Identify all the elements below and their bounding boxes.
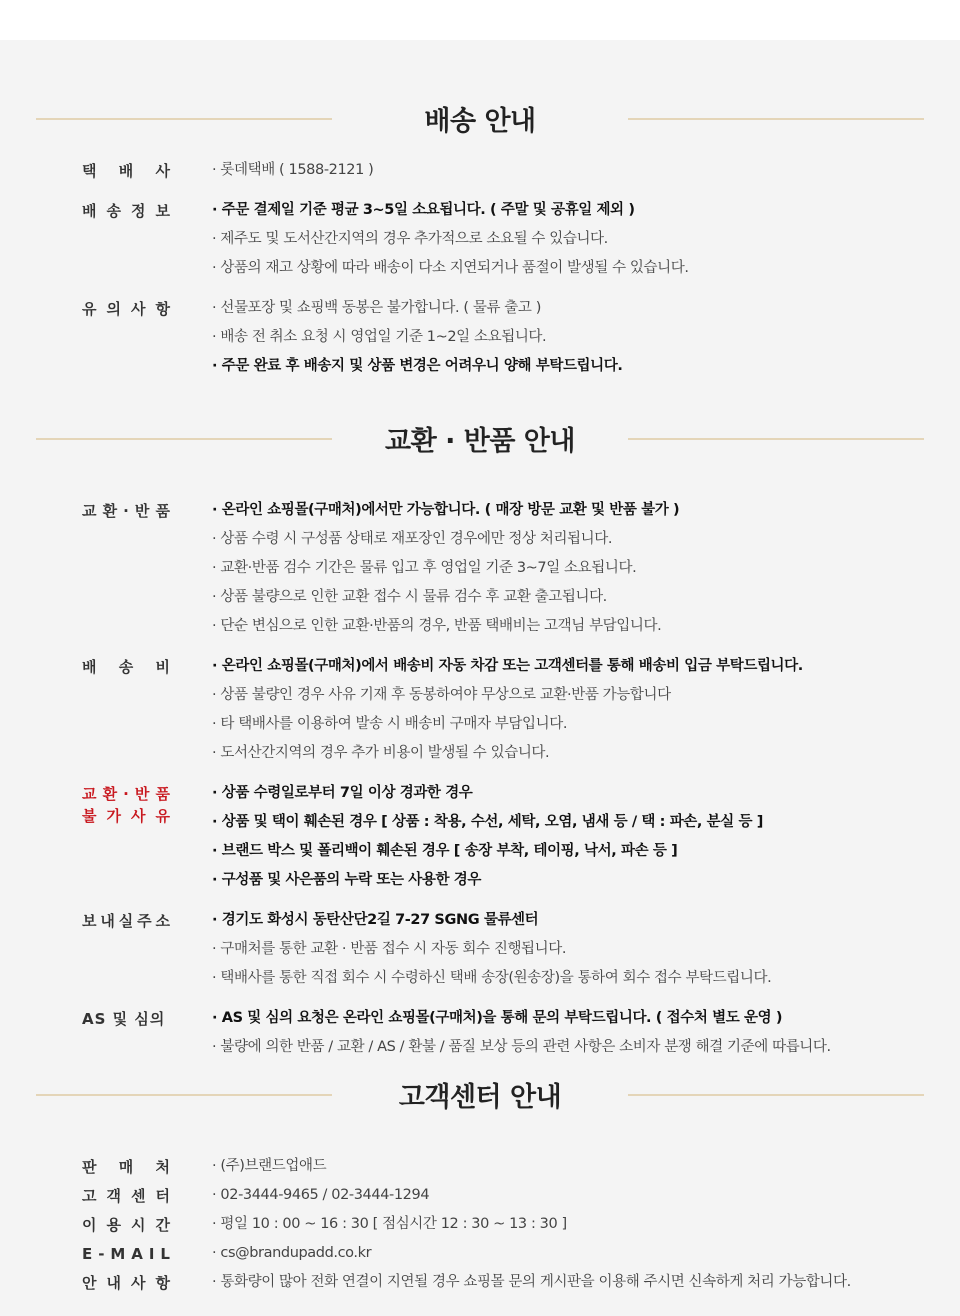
label-char: 환 (102, 785, 118, 803)
row-item: · 브랜드 박스 및 폴리백이 훼손된 경우 [ 송장 부착, 테이핑, 낙서, 파손 등 ] (212, 837, 924, 866)
info-panel (0, 40, 960, 1316)
row-items (212, 294, 924, 381)
label-char: 간 (155, 1216, 170, 1234)
info-row (82, 1152, 924, 1181)
label-char: 고 (82, 1187, 97, 1205)
label-text (82, 805, 170, 827)
info-row (82, 1239, 924, 1268)
label-char: 실 (118, 912, 134, 930)
label-char: · (123, 502, 129, 520)
row-items (212, 196, 924, 283)
row-items (212, 1239, 924, 1268)
label-text (82, 1185, 170, 1207)
row-items (212, 1004, 924, 1062)
label-text (82, 656, 170, 678)
label-char: 반 (134, 785, 150, 803)
exchange-section (0, 412, 960, 1062)
label-char: A (131, 1245, 143, 1263)
row-label (82, 906, 212, 932)
label-char: 불 (82, 807, 97, 825)
row-item: · AS 및 심의 요청은 온라인 쇼핑몰(구매처)을 통해 문의 부탁드립니다. ( 접수처 별도 운영 ) (212, 1004, 924, 1033)
label-char: 이 (82, 1216, 97, 1234)
row-item: · 택배사를 통한 직접 회수 시 수령하신 택배 송장(원송장)을 통하여 회수 접수 부탁드립니다. (212, 964, 924, 993)
info-row (82, 294, 924, 381)
label-char: 교 (82, 785, 97, 803)
row-items (212, 496, 924, 641)
label-char: 내 (100, 912, 115, 930)
info-row (82, 906, 924, 993)
section-title: 배송 안내 (424, 105, 536, 137)
label-char: 내 (106, 1274, 121, 1292)
label-char: 사 (131, 300, 146, 318)
label-char: 교 (82, 502, 97, 520)
label-char: 유 (155, 807, 170, 825)
divider-line-right (628, 1094, 924, 1096)
label-char: · (123, 785, 129, 803)
row-item: · 타 택배사를 이용하여 발송 시 배송비 구매자 부담입니다. (212, 710, 924, 739)
row-item: · 평일 10 : 00 ~ 16 : 30 [ 점심시간 12 : 30 ~ 13 : 30 ] (212, 1210, 924, 1239)
row-item: · 도서산간지역의 경우 추가 비용이 발생될 수 있습니다. (212, 739, 924, 768)
section-rows (0, 156, 960, 381)
label-char: 항 (155, 300, 170, 318)
label-char: 보 (155, 202, 170, 220)
label-text (82, 1156, 170, 1178)
row-item: · 배송 전 취소 요청 시 영업일 기준 1~2일 소요됩니다. (212, 323, 924, 352)
label-char: 배 (82, 658, 97, 676)
label-text (82, 500, 170, 522)
info-row (82, 1210, 924, 1239)
row-label (82, 294, 212, 320)
row-item: · 상품 불량인 경우 사유 기재 후 동봉하여야 무상으로 교환·반품 가능합니다 (212, 681, 924, 710)
customer-center-section (0, 1068, 960, 1297)
row-item: · 상품 수령일로부터 7일 이상 경과한 경우 (212, 779, 924, 808)
row-item: · 불량에 의한 반품 / 교환 / AS / 환불 / 품질 보상 등의 관련 사항은 소비자 분쟁 해결 기준에 따릅니다. (212, 1033, 924, 1062)
label-char: 배 (118, 162, 134, 180)
label-char: 센 (131, 1187, 146, 1205)
label-char: 소 (155, 912, 170, 930)
label-char: - (98, 1245, 105, 1263)
info-row (82, 1004, 924, 1062)
label-text (82, 160, 170, 182)
label-char: 비 (155, 658, 170, 676)
section-title: 고객센터 안내 (398, 1081, 562, 1113)
info-row (82, 1268, 924, 1297)
row-items (212, 906, 924, 993)
row-item: · 02-3444-9465 / 02-3444-1294 (212, 1181, 924, 1210)
label-char: 보 (82, 912, 97, 930)
row-item: · 온라인 쇼핑몰(구매처)에서 배송비 자동 차감 또는 고객센터를 통해 배송비 입금 부탁드립니다. (212, 652, 924, 681)
row-item: · 통화량이 많아 전화 연결이 지연될 경우 쇼핑몰 문의 게시판을 이용해 주시면 신속하게 처리 가능합니다. (212, 1268, 924, 1297)
row-label (82, 1004, 212, 1030)
row-item: · 상품 및 택이 훼손된 경우 [ 상품 : 착용, 수선, 세탁, 오염, 냄새 등 / 택 : 파손, 분실 등 ] (212, 808, 924, 837)
label-char: 처 (155, 1158, 170, 1176)
row-item: · 상품 불량으로 인한 교환 접수 시 물류 검수 후 교환 출고됩니다. (212, 583, 924, 612)
label-char: 정 (131, 202, 146, 220)
label-char: 품 (155, 502, 170, 520)
row-label (82, 1181, 212, 1207)
label-char: 용 (106, 1216, 121, 1234)
row-items (212, 1210, 924, 1239)
label-char: 객 (106, 1187, 121, 1205)
label-char: 환 (102, 502, 118, 520)
row-item: · cs@brandupadd.co.kr (212, 1239, 924, 1268)
label-char: 항 (155, 1274, 170, 1292)
row-item: · (주)브랜드업애드 (212, 1152, 924, 1181)
row-items (212, 779, 924, 895)
label-char: 사 (131, 1274, 146, 1292)
row-label (82, 779, 212, 827)
row-item: · 주문 결제일 기준 평균 3~5일 소요됩니다. ( 주말 및 공휴일 제외 ) (212, 196, 924, 225)
label-text (82, 1243, 170, 1265)
label-char: 판 (82, 1158, 97, 1176)
shipping-section (0, 92, 960, 381)
section-heading (0, 92, 960, 144)
label-char: 택 (82, 162, 97, 180)
divider-line-right (628, 438, 924, 440)
label-char: 시 (131, 1216, 146, 1234)
section-rows (0, 1152, 960, 1297)
label-text (82, 298, 170, 320)
row-label (82, 496, 212, 522)
info-row (82, 156, 924, 185)
section-heading (0, 412, 960, 464)
info-row (82, 196, 924, 283)
row-item: · 단순 변심으로 인한 교환·반품의 경우, 반품 택배비는 고객님 부담입니다. (212, 612, 924, 641)
row-label (82, 196, 212, 222)
row-items (212, 156, 924, 185)
label-char: 배 (82, 202, 97, 220)
label-text (82, 1214, 170, 1236)
row-label (82, 652, 212, 678)
divider-line-left (36, 1094, 332, 1096)
label-text (82, 200, 170, 222)
label-char: E (82, 1245, 93, 1263)
row-item: · 롯데택배 ( 1588-2121 ) (212, 156, 924, 185)
label-char: 송 (118, 658, 134, 676)
label-char: 유 (82, 300, 97, 318)
divider-line-left (36, 438, 332, 440)
label-char: 매 (118, 1158, 134, 1176)
label-char: L (160, 1245, 170, 1263)
label-char: 송 (106, 202, 121, 220)
label-char: 가 (106, 807, 121, 825)
row-label (82, 1268, 212, 1294)
divider-line-left (36, 118, 332, 120)
section-heading (0, 1068, 960, 1120)
label-char: 주 (137, 912, 152, 930)
row-item: · 제주도 및 도서산간지역의 경우 추가적으로 소요될 수 있습니다. (212, 225, 924, 254)
row-item: · 경기도 화성시 동탄산단2길 7-27 SGNG 물류센터 (212, 906, 924, 935)
label-text (82, 910, 170, 932)
row-label (82, 156, 212, 182)
info-row (82, 1181, 924, 1210)
label-text (82, 1272, 170, 1294)
label-char: I (148, 1245, 155, 1263)
row-items (212, 1152, 924, 1181)
top-band (0, 0, 960, 40)
label-char: 사 (155, 162, 170, 180)
label-char: 사 (131, 807, 146, 825)
row-label (82, 1239, 212, 1265)
row-label (82, 1152, 212, 1178)
row-item: · 온라인 쇼핑몰(구매처)에서만 가능합니다. ( 매장 방문 교환 및 반품 불가 ) (212, 496, 924, 525)
row-item: · 구성품 및 사은품의 누락 또는 사용한 경우 (212, 866, 924, 895)
label-char: M (110, 1245, 126, 1263)
row-item: · 선물포장 및 쇼핑백 동봉은 불가합니다. ( 물류 출고 ) (212, 294, 924, 323)
section-title: 교환 · 반품 안내 (385, 425, 575, 457)
section-rows (0, 496, 960, 1062)
label-text: AS 및 심의 (82, 1010, 166, 1028)
info-row (82, 779, 924, 895)
info-row (82, 652, 924, 768)
divider-line-right (628, 118, 924, 120)
label-char: 반 (134, 502, 150, 520)
info-row (82, 496, 924, 641)
row-items (212, 1181, 924, 1210)
row-item: · 상품의 재고 상황에 따라 배송이 다소 지연되거나 품절이 발생될 수 있습니다. (212, 254, 924, 283)
row-label (82, 1210, 212, 1236)
row-item: · 주문 완료 후 배송지 및 상품 변경은 어려우니 양해 부탁드립니다. (212, 352, 924, 381)
label-char: 안 (82, 1274, 97, 1292)
label-text (82, 783, 170, 805)
label-char: 의 (106, 300, 121, 318)
row-item: · 상품 수령 시 구성품 상태로 재포장인 경우에만 정상 처리됩니다. (212, 525, 924, 554)
row-items (212, 652, 924, 768)
row-item: · 교환·반품 검수 기간은 물류 입고 후 영업일 기준 3~7일 소요됩니다. (212, 554, 924, 583)
label-char: 터 (155, 1187, 170, 1205)
row-items (212, 1268, 924, 1297)
row-item: · 구매처를 통한 교환 · 반품 접수 시 자동 회수 진행됩니다. (212, 935, 924, 964)
label-char: 품 (155, 785, 170, 803)
